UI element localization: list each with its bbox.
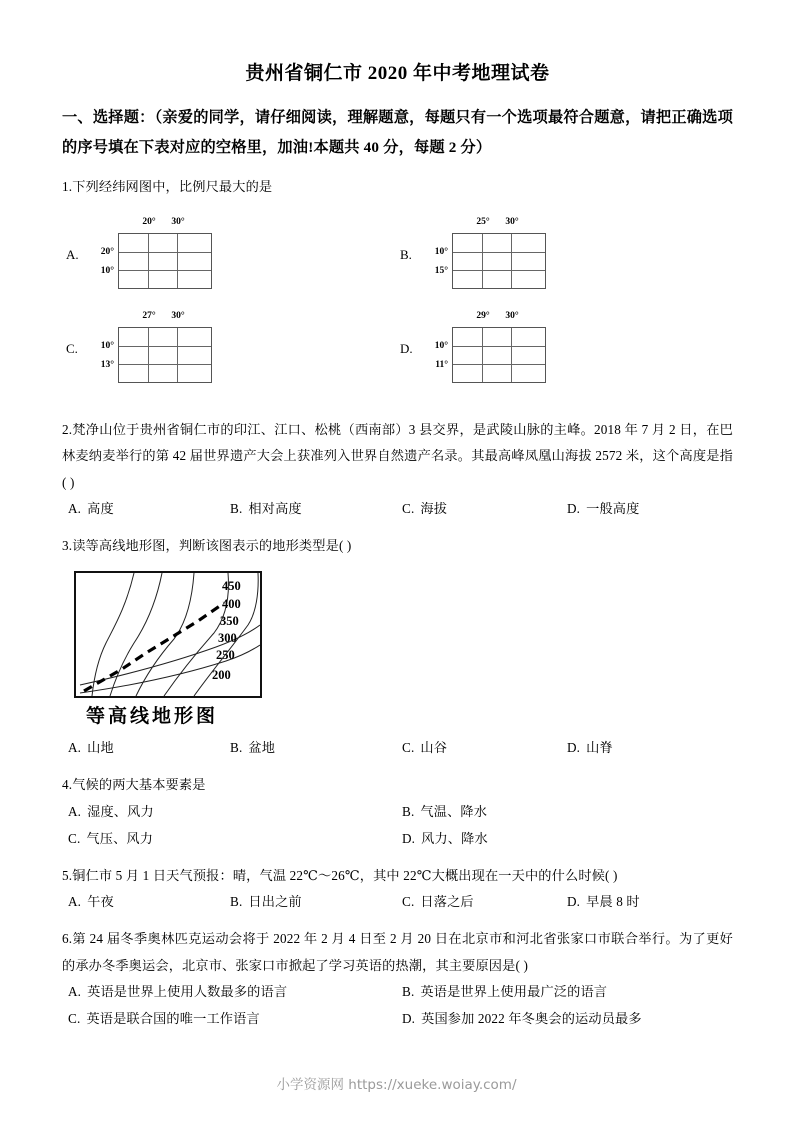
question-6-options-row-2 (62, 1006, 733, 1033)
option-a[interactable] (68, 799, 154, 825)
option-c-text: 山谷 (420, 740, 448, 756)
gridline (177, 234, 178, 288)
figure-a-grid (118, 233, 212, 289)
option-a[interactable] (68, 496, 114, 522)
figure-c-side-label-1: 10° (100, 340, 114, 351)
option-c-letter: C. (68, 1010, 81, 1026)
option-c-letter: C. (402, 500, 415, 516)
option-a-letter: A. (68, 803, 82, 819)
option-c-text: 英语是联合国的唯一工作语言 (86, 1010, 260, 1026)
question-2-stem: 2.梵净山位于贵州省铜仁市的印江、江口、松桃（西南部）3 县交界，是武陵山脉的主峰。2018 年 7 月 2 日，在巴林麦纳麦举行的第 42 届世界遗产大会上获准列入世界自然遗产名录。其最高峰凤凰山海拔 2572 米，这个高度是指( ) (62, 421, 733, 490)
figure-a-label: A. (66, 246, 79, 262)
contour-label-250: 250 (216, 648, 235, 663)
figure-a-top-label-2: 30° (171, 216, 185, 227)
option-c[interactable] (402, 735, 447, 761)
option-d[interactable] (567, 889, 640, 915)
contour-label-300: 300 (218, 631, 237, 646)
option-b-letter: B. (230, 500, 243, 516)
figure-option-b (400, 213, 600, 301)
option-d-text: 英国参加 2022 年冬奥会的运动员最多 (421, 1010, 642, 1026)
option-b[interactable] (230, 889, 302, 915)
contour-label-400: 400 (222, 597, 241, 612)
figure-b-top-label-1: 25° (476, 216, 490, 227)
figure-option-d (400, 307, 600, 395)
contour-map-caption: 等高线地形图 (86, 705, 219, 728)
gridline (511, 328, 512, 382)
option-b-text: 气温、降水 (420, 803, 488, 819)
question-3 (62, 533, 733, 762)
option-a[interactable] (68, 979, 287, 1005)
option-b-letter: B. (230, 894, 243, 910)
gridline (119, 252, 211, 253)
option-c[interactable] (68, 1006, 260, 1032)
option-a-text: 山地 (87, 740, 114, 756)
option-d-text: 早晨 8 时 (586, 894, 640, 910)
option-a-letter: A. (68, 740, 82, 756)
gridline (511, 234, 512, 288)
option-d-letter: D. (402, 1010, 416, 1026)
figure-option-a (66, 213, 266, 301)
page-title: 贵州省铜仁市 2020 年中考地理试卷 (245, 63, 550, 84)
question-4-options-row-1 (62, 799, 733, 826)
gridline (177, 328, 178, 382)
figure-b-side-label-2: 15° (434, 265, 448, 276)
option-b-letter: B. (402, 983, 415, 999)
option-b-text: 英语是世界上使用最广泛的语言 (420, 983, 608, 999)
option-d-letter: D. (567, 894, 581, 910)
question-5 (62, 863, 733, 916)
option-d[interactable] (402, 826, 488, 852)
question-2-options (62, 496, 733, 523)
figure-a-side-label-2: 10° (100, 265, 114, 276)
option-c[interactable] (402, 496, 447, 522)
question-5-stem: 5.铜仁市 5 月 1 日天气预报：晴，气温 22℃～26℃，其中 22℃大概出现在一天中的什么时候( ) (62, 867, 618, 883)
figure-d-top-label-2: 30° (505, 310, 519, 321)
figure-b-top-label-2: 30° (505, 216, 519, 227)
figure-c-top-label-2: 30° (171, 310, 185, 321)
option-c[interactable] (402, 889, 474, 915)
option-d-text: 山脊 (586, 740, 613, 756)
figure-a-side-label-1: 20° (100, 246, 114, 257)
option-c-letter: C. (402, 740, 415, 756)
option-c[interactable] (68, 826, 153, 852)
figure-option-c (66, 307, 266, 395)
option-c-text: 海拔 (420, 500, 448, 516)
question-4-stem: 4.气候的两大基本要素是 (62, 777, 206, 793)
gridline (482, 328, 483, 382)
question-4-options-row-2 (62, 826, 733, 853)
question-2 (62, 417, 733, 523)
section-intro: 一、选择题：（亲爱的同学，请仔细阅读，理解题意，每题只有一个选项最符合题意，请把正确选项的序号填在下表对应的空格里，加油!本题共 40 分，每题 2 分） (62, 109, 733, 156)
option-c-text: 气压、风力 (86, 830, 154, 846)
gridline (453, 252, 545, 253)
question-3-options (62, 735, 733, 762)
option-b-text: 相对高度 (248, 500, 302, 516)
option-b[interactable] (230, 496, 302, 522)
gridline (453, 270, 545, 271)
option-a[interactable] (68, 735, 114, 761)
option-a-text: 高度 (87, 500, 114, 516)
question-1 (62, 174, 733, 406)
contour-map (74, 571, 262, 698)
option-d-letter: D. (567, 740, 581, 756)
question-3-stem: 3.读等高线地形图，判断该图表示的地形类型是( ) (62, 537, 352, 553)
option-b[interactable] (402, 799, 487, 825)
option-a-text: 英语是世界上使用人数最多的语言 (87, 983, 288, 999)
figure-d-label: D. (400, 340, 413, 356)
option-c-letter: C. (402, 894, 415, 910)
option-a-letter: A. (68, 894, 82, 910)
gridline (453, 346, 545, 347)
figure-d-top-label-1: 29° (476, 310, 490, 321)
gridline (148, 234, 149, 288)
option-b[interactable] (402, 979, 607, 1005)
option-a-letter: A. (68, 500, 82, 516)
contour-label-350: 350 (220, 614, 239, 629)
option-b-text: 盆地 (248, 740, 276, 756)
figure-b-grid (452, 233, 546, 289)
option-b-text: 日出之前 (248, 894, 302, 910)
question-5-options (62, 889, 733, 916)
option-c-letter: C. (68, 830, 81, 846)
gridline (119, 346, 211, 347)
option-a[interactable] (68, 889, 114, 915)
option-b-letter: B. (402, 803, 415, 819)
figure-d-side-label-1: 10° (434, 340, 448, 351)
figure-b-label: B. (400, 246, 412, 262)
option-a-letter: A. (68, 983, 82, 999)
figure-d-side-label-2: 11° (435, 359, 448, 370)
question-4 (62, 772, 733, 852)
question-6 (62, 926, 733, 1033)
option-d-text: 一般高度 (586, 500, 640, 516)
gridline (453, 364, 545, 365)
figure-c-grid (118, 327, 212, 383)
figure-c-top-label-1: 27° (142, 310, 156, 321)
option-b-letter: B. (230, 740, 243, 756)
figure-a-top-label-1: 20° (142, 216, 156, 227)
gridline (119, 364, 211, 365)
question-1-figures (62, 207, 733, 407)
question-1-stem: 1.下列经纬网图中，比例尺最大的是 (62, 179, 273, 195)
option-a-text: 午夜 (87, 894, 114, 910)
option-d-letter: D. (402, 830, 416, 846)
gridline (148, 328, 149, 382)
figure-b-side-label-1: 10° (434, 246, 448, 257)
question-3-figure (62, 567, 733, 735)
option-d[interactable] (567, 496, 639, 522)
option-d-letter: D. (567, 500, 581, 516)
option-b[interactable] (230, 735, 275, 761)
option-d[interactable] (567, 735, 613, 761)
question-6-stem: 6.第 24 届冬季奥林匹克运动会将于 2022 年 2 月 4 日至 2 月 20 日在北京市和河北省张家口市联合举行。为了更好的承办冬季奥运会，北京市、张家口市掀起了学习英语的热潮，其主要原因是( ) (62, 931, 733, 973)
gridline (482, 234, 483, 288)
figure-d-grid (452, 327, 546, 383)
question-6-options-row-1 (62, 979, 733, 1006)
option-c-text: 日落之后 (420, 894, 474, 910)
option-a-text: 湿度、风力 (87, 803, 154, 819)
option-d[interactable] (402, 1006, 642, 1032)
contour-label-200: 200 (212, 668, 231, 683)
contour-label-450: 450 (222, 579, 241, 594)
figure-c-label: C. (66, 340, 78, 356)
gridline (119, 270, 211, 271)
option-d-text: 风力、降水 (421, 830, 488, 846)
figure-c-side-label-2: 13° (100, 359, 114, 370)
footer-watermark: 小学资源网 https://xueke.woiay.com/ (276, 1077, 517, 1093)
